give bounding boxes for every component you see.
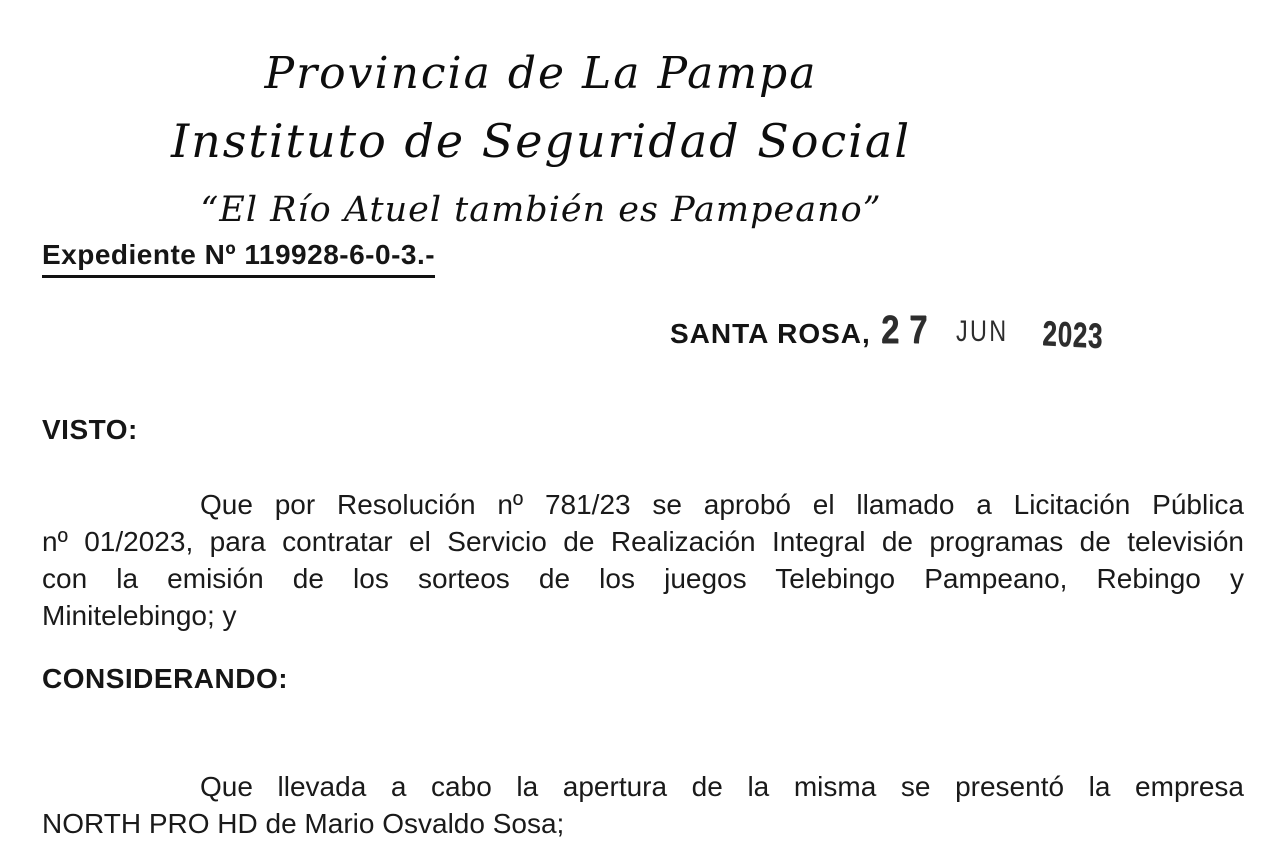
stamp-month: JUN [955, 315, 1009, 348]
visto-paragraph [42, 486, 1244, 634]
section-heading-visto: VISTO: [42, 414, 138, 445]
dateline [42, 308, 1282, 356]
paragraph-line: Que llevada a cabo la apertura de la misma se presentó la empresa [200, 771, 1244, 802]
letterhead [36, 46, 1046, 232]
stamp-day: 27 [880, 308, 937, 352]
paragraph-line: con la emisión de los sorteos de los juegos Telebingo Pampeano, Rebingo y [42, 563, 1244, 594]
letterhead-province-name: Provincia de La Pampa [264, 48, 818, 99]
letterhead-institution-name: Instituto de Seguridad Social [170, 114, 912, 168]
paragraph-line: nº 01/2023, para contratar el Servicio de Realización Integral de programas de televisión [42, 526, 1244, 557]
section-heading-considerando: CONSIDERANDO: [42, 663, 289, 694]
considerando-paragraph [42, 768, 1244, 842]
paragraph-line: Que por Resolución nº 781/23 se aprobó el llamado a Licitación Pública [200, 489, 1244, 520]
expediente-number: Expediente Nº 119928-6-0-3.- [42, 238, 435, 278]
date-stamp [871, 308, 1124, 356]
paragraph-line: Minitelebingo; y [42, 600, 237, 631]
expediente-line [42, 238, 1282, 278]
city-label: SANTA ROSA, [670, 318, 871, 349]
stamp-year: 2023 [1041, 314, 1104, 356]
paragraph-line: NORTH PRO HD de Mario Osvaldo Sosa; [42, 808, 565, 839]
letterhead-motto: “El Río Atuel también es Pampeano” [200, 190, 882, 230]
